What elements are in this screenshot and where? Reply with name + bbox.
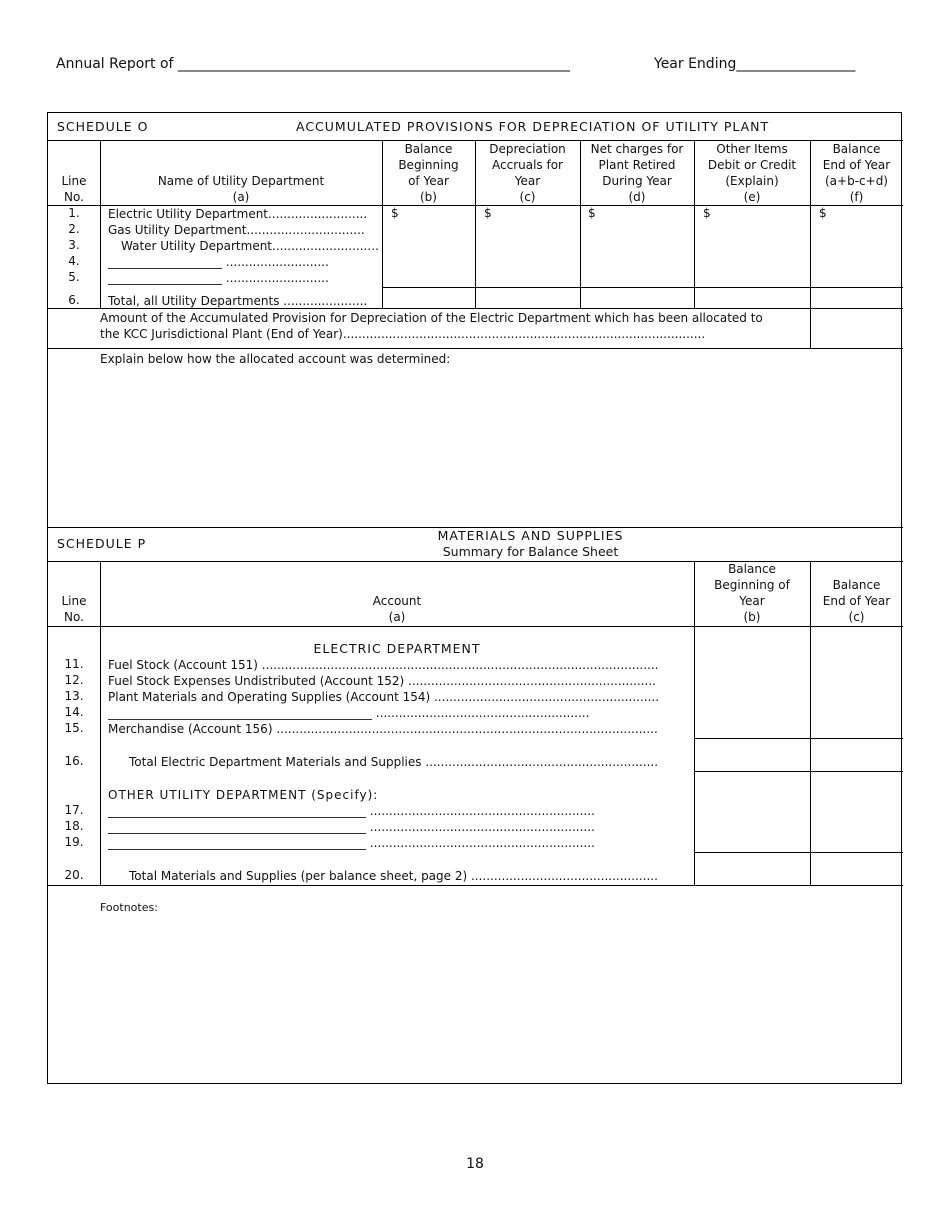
schedule-p-id: SCHEDULE P <box>57 536 147 551</box>
schedule-o-id: SCHEDULE O <box>57 119 149 134</box>
row-merchandise: Merchandise (Account 156) .................................................................................................... <box>108 722 658 736</box>
line-number: 11. <box>64 657 84 671</box>
allocated-text-line1: Amount of the Accumulated Provision for Depreciation of the Electric Department which has been allocated to <box>100 311 763 325</box>
col-p-balance-beginning: Balance Beginning of Year (b) <box>714 562 790 624</box>
col-line-no: Line No. <box>61 174 87 204</box>
annual-report-label: Annual Report of <box>56 56 174 72</box>
dollar-b: $ <box>391 206 399 220</box>
form-frame <box>47 112 902 1084</box>
row-fuel-stock-expenses: Fuel Stock Expenses Undistributed (Account 152) ................................................................. <box>108 674 656 688</box>
other-utility-heading: OTHER UTILITY DEPARTMENT (Specify): <box>108 788 379 802</box>
annual-report-header <box>56 56 570 72</box>
row-fuel-stock: Fuel Stock (Account 151) ........................................................................................................ <box>108 658 659 672</box>
schedule-o-title: ACCUMULATED PROVISIONS FOR DEPRECIATION OF UTILITY PLANT <box>296 119 770 134</box>
line-number: 17. <box>64 803 84 817</box>
line-number: 4. <box>68 254 80 268</box>
col-other-items: Other Items Debit or Credit (Explain) (e) <box>707 142 797 204</box>
dollar-e: $ <box>703 206 711 220</box>
row-blank-18[interactable]: ___________________________________________ ........................................................... <box>108 820 595 834</box>
line-number: 1. <box>68 206 80 220</box>
electric-department-heading: ELECTRIC DEPARTMENT <box>313 641 481 656</box>
row-gas-utility: Gas Utility Department............................... <box>108 223 365 237</box>
line-number: 15. <box>64 721 84 735</box>
col-p-account: Account (a) <box>372 594 422 624</box>
line-number: 19. <box>64 835 84 849</box>
year-ending-label: Year Ending <box>654 56 737 72</box>
footnotes-label: Footnotes: <box>100 901 158 914</box>
col-utility-department: Name of Utility Department (a) <box>157 174 325 204</box>
line-number: 13. <box>64 689 84 703</box>
row-plant-materials: Plant Materials and Operating Supplies (Account 154) ........................................................... <box>108 690 660 704</box>
line-number: 14. <box>64 705 84 719</box>
row-total-electric: Total Electric Department Materials and Supplies ............................................................. <box>129 755 659 769</box>
row-blank-4[interactable]: ___________________ ........................... <box>108 255 329 269</box>
col-p-line-no: Line No. <box>61 594 87 624</box>
line-number: 16. <box>64 754 84 768</box>
allocated-text-line2: the KCC Jurisdictional Plant (End of Year)............................................................................................... <box>100 327 706 341</box>
line-number: 2. <box>68 222 80 236</box>
year-ending-header <box>654 56 855 72</box>
row-blank-17[interactable]: ___________________________________________ ........................................................... <box>108 804 595 818</box>
explain-label: Explain below how the allocated account was determined: <box>100 352 451 366</box>
col-balance-end: Balance End of Year (a+b-c+d) (f) <box>822 142 891 204</box>
col-balance-beginning: Balance Beginning of Year (b) <box>398 142 459 204</box>
line-number: 5. <box>68 270 80 284</box>
dollar-c: $ <box>484 206 492 220</box>
line-number: 18. <box>64 819 84 833</box>
line-number: 6. <box>68 293 80 307</box>
line-number: 12. <box>64 673 84 687</box>
row-total-departments: Total, all Utility Departments ...................... <box>108 294 368 308</box>
row-blank-19[interactable]: ___________________________________________ ........................................................... <box>108 836 595 850</box>
line-number: 20. <box>64 868 84 882</box>
annual-report-field[interactable]: ________________________________________________________ <box>177 56 570 72</box>
schedule-p-title: MATERIALS AND SUPPLIES <box>437 528 624 543</box>
schedule-p-subtitle: Summary for Balance Sheet <box>442 544 619 559</box>
col-net-charges: Net charges for Plant Retired During Year (d) <box>590 142 684 204</box>
row-blank-14[interactable]: ____________________________________________ ........................................................ <box>108 706 590 720</box>
row-total-materials: Total Materials and Supplies (per balance sheet, page 2) ................................................. <box>129 869 658 883</box>
row-water-utility: Water Utility Department............................ <box>121 239 379 253</box>
row-electric-utility: Electric Utility Department.......................... <box>108 207 368 221</box>
col-depreciation-accruals: Depreciation Accruals for Year (c) <box>489 142 566 204</box>
page-number: 18 <box>466 1156 484 1172</box>
row-blank-5[interactable]: ___________________ ........................... <box>108 271 329 285</box>
line-number: 3. <box>68 238 80 252</box>
year-ending-field[interactable]: _________________ <box>736 56 856 72</box>
dollar-f: $ <box>819 206 827 220</box>
col-p-balance-end: Balance End of Year (c) <box>822 578 891 624</box>
dollar-d: $ <box>588 206 596 220</box>
